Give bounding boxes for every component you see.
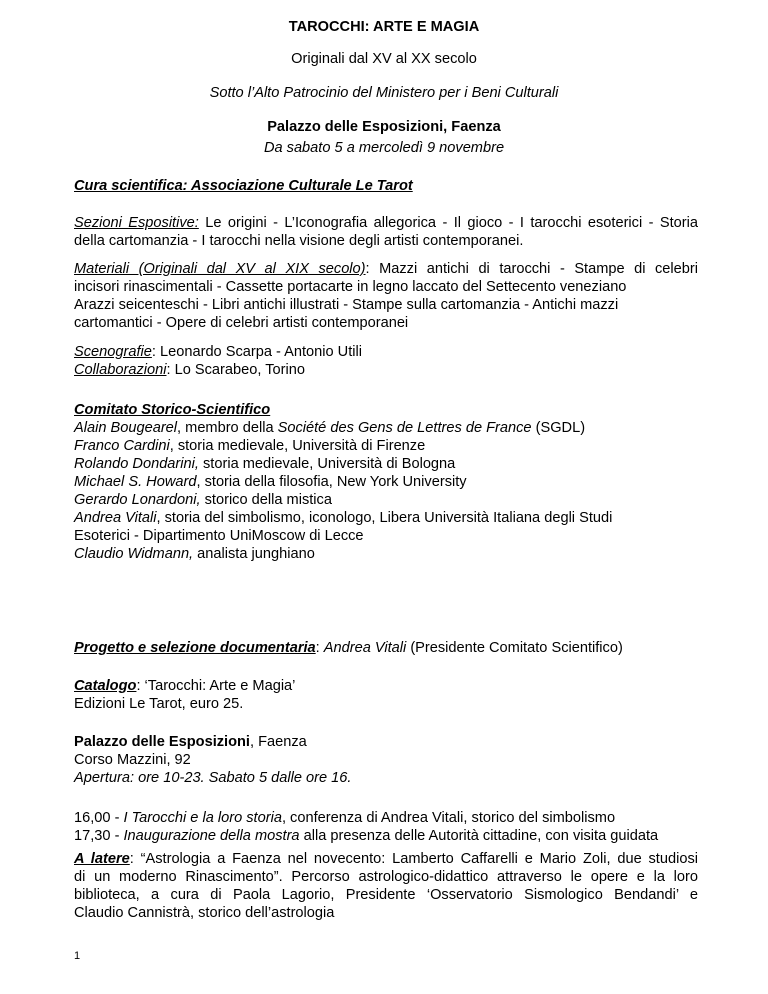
comitato-member-cont: Esoterici - Dipartimento UniMoscow di Lecce <box>74 528 364 544</box>
catalogo-section <box>74 677 698 713</box>
doc-title: TAROCCHI: ARTE E MAGIA <box>288 19 480 35</box>
sede-name: Palazzo delle Esposizioni, Faenza <box>74 734 307 750</box>
materiali-paragraph <box>74 260 698 332</box>
cura-scientifica: Cura scientifica: Associazione Culturale Le Tarot <box>74 178 413 194</box>
sede-hours: Apertura: ore 10-23. Sabato 5 dalle ore 16. <box>74 770 352 786</box>
alatere-line-1: A latere: “Astrologia a Faenza nel novecento: Lamberto Caffarelli e Mario Zoli, due studiosi <box>74 851 698 867</box>
venue-line: Palazzo delle Esposizioni, Faenza <box>267 119 501 135</box>
programma-event: 16,00 - I Tarocchi e la loro storia, conferenza di Andrea Vitali, storico del simbolismo <box>74 810 616 826</box>
collaborazioni-line: Collaborazioni: Lo Scarabeo, Torino <box>74 362 305 378</box>
materiali-line-1: Materiali (Originali dal XV al XIX secolo): Mazzi antichi di tarocchi - Stampe di celebri <box>74 261 699 277</box>
dates-line: Da sabato 5 a mercoledì 9 novembre <box>263 140 505 156</box>
comitato-member: Rolando Dondarini, storia medievale, Università di Bologna <box>74 456 456 472</box>
catalogo-publisher: Edizioni Le Tarot, euro 25. <box>74 696 244 712</box>
alatere-line-4: Claudio Cannistrà, storico dell’astrologia <box>74 905 335 921</box>
comitato-member: Alain Bougearel, membro della Société des Gens de Lettres de France (SGDL) <box>74 420 586 436</box>
scenografie-line: Scenografie: Leonardo Scarpa - Antonio Utili <box>74 344 363 360</box>
doc-subtitle: Originali dal XV al XX secolo <box>291 51 477 67</box>
sezioni-line-2: della cartomanzia - I tarocchi nella visione degli artisti contemporanei. <box>74 233 524 249</box>
alatere-line-3: biblioteca, a cura di Paola Lagorio, Presidente ‘Osservatorio Sismologico Bendandi’ e <box>74 887 698 903</box>
comitato-section <box>74 401 698 563</box>
alatere-paragraph <box>74 850 698 922</box>
alatere-line-2: di un moderno Rinascimento”. Percorso astrologico-didattico attraverso le opere e la loro <box>74 869 698 885</box>
materiali-line-4: cartomantici - Opere di celebri artisti contemporanei <box>74 315 409 331</box>
comitato-member: Gerardo Lonardoni, storico della mistica <box>74 492 332 508</box>
programma-event: 17,30 - Inaugurazione della mostra alla presenza delle Autorità cittadine, con visita guidata <box>74 828 659 844</box>
credits <box>74 343 698 379</box>
comitato-member: Claudio Widmann, analista junghiano <box>74 546 315 562</box>
sezioni-label: Sezioni Espositive: <box>74 215 199 231</box>
sezioni-paragraph <box>74 214 698 250</box>
sede-address: Corso Mazzini, 92 <box>74 752 191 768</box>
comitato-title: Comitato Storico-Scientifico <box>74 402 271 418</box>
sezioni-line-1: Sezioni Espositive: Le origini - L’Iconografia allegorica - Il gioco - I tarocchi esoterici - Storia <box>74 215 698 231</box>
comitato-member: Franco Cardini, storia medievale, Università di Firenze <box>74 438 426 454</box>
sede-section <box>74 733 698 787</box>
page-number: 1 <box>74 950 81 962</box>
materiali-line-3: Arazzi seicenteschi - Libri antichi illustrati - Stampe sulla cartomanzia - Antichi mazzi <box>74 297 619 313</box>
catalogo-line: Catalogo: ‘Tarocchi: Arte e Magia’ <box>74 678 296 694</box>
materiali-label: Materiali (Originali dal XV al XIX secolo) <box>74 261 366 277</box>
programma-section <box>74 809 698 845</box>
patronage-line: Sotto l’Alto Patrocinio del Ministero per i Beni Culturali <box>209 85 559 101</box>
progetto-line: Progetto e selezione documentaria: Andrea Vitali (Presidente Comitato Scientifico) <box>74 640 623 656</box>
comitato-member: Michael S. Howard, storia della filosofia, New York University <box>74 474 467 490</box>
comitato-member: Andrea Vitali, storia del simbolismo, iconologo, Libera Università Italiana degli Studi <box>74 510 613 526</box>
materiali-line-2: incisori rinascimentali - Cassette portacarte in legno laccato del Settecento veneziano <box>74 279 627 295</box>
